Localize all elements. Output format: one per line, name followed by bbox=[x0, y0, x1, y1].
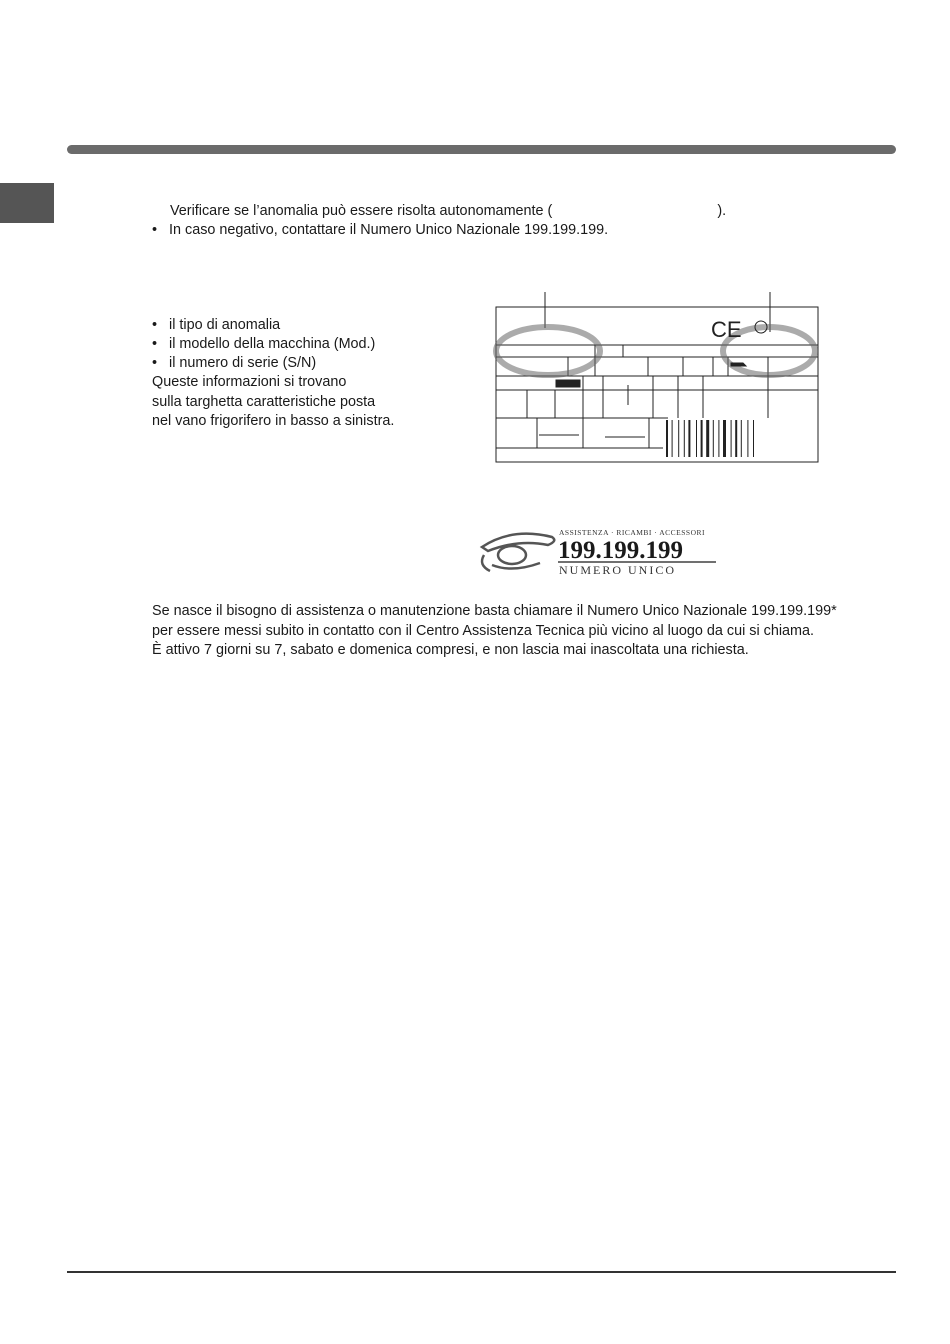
logo-number: 199.199.199 bbox=[558, 537, 683, 564]
bullet-marker: • bbox=[152, 317, 158, 333]
language-tab bbox=[0, 183, 54, 223]
assistance-paragraph bbox=[152, 602, 837, 661]
ce-mark: CE bbox=[711, 317, 742, 342]
barcode-bar bbox=[723, 420, 726, 457]
assistance-paragraph-line: per essere messi subito in contatto con il Centro Assistenza Tecnica più vicino al luogo da cui si chiama. bbox=[152, 622, 815, 639]
barcode-bar bbox=[713, 420, 714, 457]
bottom-divider bbox=[67, 1271, 896, 1273]
check-line-1 bbox=[170, 202, 726, 221]
assistance-paragraph-line: Se nasce il bisogno di assistenza o manutenzione basta chiamare il Numero Unico Nazionale 199.199.199* bbox=[152, 603, 837, 619]
top-divider bbox=[67, 145, 896, 154]
highlight-ellipse-left bbox=[496, 327, 600, 375]
barcode-bar bbox=[672, 420, 673, 457]
list-item-text: il numero di serie (S/N) bbox=[169, 355, 317, 371]
barcode-bar bbox=[747, 420, 748, 457]
barcode-bar bbox=[684, 420, 685, 457]
check-line-2-text: In caso negativo, contattare il Numero Unico Nazionale 199.199.199. bbox=[169, 222, 609, 238]
barcode-bar bbox=[706, 420, 709, 457]
barcode-bar bbox=[741, 420, 742, 457]
barcode-bar bbox=[731, 420, 732, 457]
bullet-marker: • bbox=[152, 336, 158, 352]
barcode-bar bbox=[688, 420, 690, 457]
barcode bbox=[666, 420, 754, 457]
telephone-icon bbox=[482, 534, 554, 571]
barcode-bar bbox=[696, 420, 697, 457]
energy-class-icon bbox=[556, 380, 580, 387]
barcode-bar bbox=[735, 420, 737, 457]
info-paragraph-line: Queste informazioni si trovano bbox=[152, 374, 347, 390]
assistance-paragraph-line: È attivo 7 giorni su 7, sabato e domenica compresi, e non lascia mai inascoltata una richiesta. bbox=[152, 642, 749, 658]
info-paragraph-line: nel vano frigorifero in basso a sinistra. bbox=[152, 413, 395, 429]
info-paragraph bbox=[152, 373, 394, 432]
plug-icon bbox=[731, 363, 746, 366]
check-line-1-suffix: ). bbox=[717, 203, 727, 219]
list-item-text: il modello della macchina (Mod.) bbox=[169, 336, 376, 352]
numero-unico-logo bbox=[474, 525, 724, 580]
barcode-bar bbox=[753, 420, 754, 457]
barcode-bar bbox=[678, 420, 679, 457]
rating-plate-diagram bbox=[493, 290, 823, 465]
bullet-marker: • bbox=[152, 222, 158, 238]
check-line-1-prefix: Verificare se l’anomalia può essere risolta autonomamente ( bbox=[170, 203, 553, 219]
list-item bbox=[152, 354, 375, 373]
barcode-bar bbox=[718, 420, 719, 457]
info-list bbox=[152, 316, 375, 373]
check-line-2 bbox=[152, 221, 608, 240]
list-item bbox=[152, 316, 375, 335]
info-paragraph-line: sulla targhetta caratteristiche posta bbox=[152, 393, 376, 410]
logo-tagline: ASSISTENZA · RICAMBI · ACCESSORI bbox=[559, 528, 706, 537]
barcode-bar bbox=[701, 420, 703, 457]
logo-caption: NUMERO UNICO bbox=[559, 563, 676, 577]
barcode-bar bbox=[666, 420, 668, 457]
list-item-text: il tipo di anomalia bbox=[169, 317, 281, 333]
bullet-marker: • bbox=[152, 355, 158, 371]
list-item bbox=[152, 335, 375, 354]
